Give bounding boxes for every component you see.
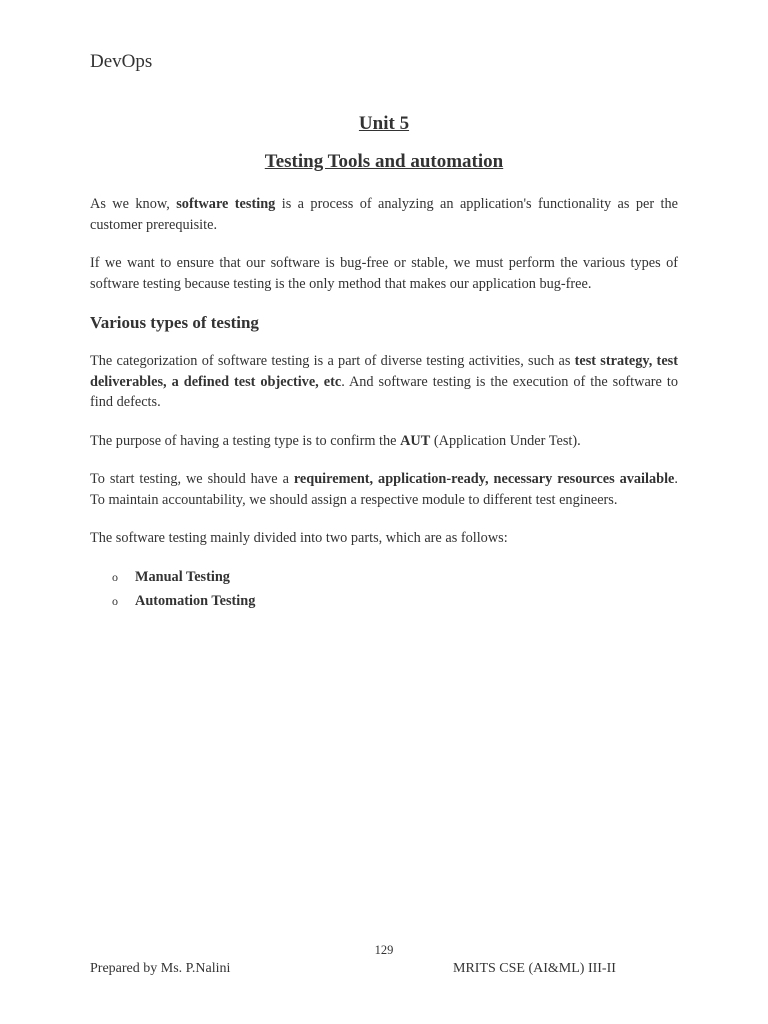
footer-author: Prepared by Ms. P.Nalini: [90, 961, 231, 976]
unit-heading: Unit 5: [358, 113, 410, 134]
text-run: As we know,: [90, 196, 177, 212]
header-title: DevOps: [90, 51, 153, 72]
text-run: The categorization of software testing is a part of diverse testing activities, such as: [90, 353, 575, 369]
testing-types-list: [90, 567, 678, 611]
text-run: The purpose of having a testing type is to confirm the: [90, 432, 401, 449]
text-run: . To maintain accountability, we should assign a respective module to different test engineers.: [90, 471, 678, 508]
paragraph-3: [90, 351, 678, 413]
text-run: . And software testing is the execution of the software to find defects.: [90, 373, 678, 410]
text-run: (Application Under Test).: [430, 432, 581, 449]
section-heading: Various types of testing: [90, 313, 259, 332]
paragraph-1: [90, 194, 678, 235]
list-item-label: Manual Testing: [135, 568, 230, 585]
paragraph-2: If we want to ensure that our software is bug-free or stable, we must perform the various types of software testing because testing is the only method that makes our application bug-free.: [90, 255, 678, 292]
document-body: [90, 194, 678, 615]
list-item-label: Automation Testing: [135, 592, 256, 609]
footer-course: MRITS CSE (AI&ML) III-II: [453, 961, 616, 976]
paragraph-6: The software testing mainly divided into two parts, which are as follows:: [90, 530, 508, 546]
bullet-icon: o: [112, 569, 118, 584]
bold-run: software testing: [176, 196, 276, 212]
document-title: Testing Tools and automation: [264, 151, 504, 172]
paragraph-5: [90, 469, 678, 510]
bold-run: requirement, application-ready, necessary resources available: [293, 471, 675, 487]
list-item: [90, 567, 678, 587]
page-number: 129: [374, 943, 394, 957]
bullet-icon: o: [112, 593, 118, 608]
bold-run: test strategy, test deliverables, a defined test objective, etc: [90, 353, 678, 390]
title-block: [0, 112, 768, 174]
list-item: [90, 591, 678, 611]
text-run: is a process of analyzing an application's functionality as per the customer prerequisite.: [90, 196, 678, 233]
text-run: To start testing, we should have a: [90, 471, 294, 487]
paragraph-4: [90, 431, 678, 452]
bold-run: AUT: [400, 432, 431, 449]
